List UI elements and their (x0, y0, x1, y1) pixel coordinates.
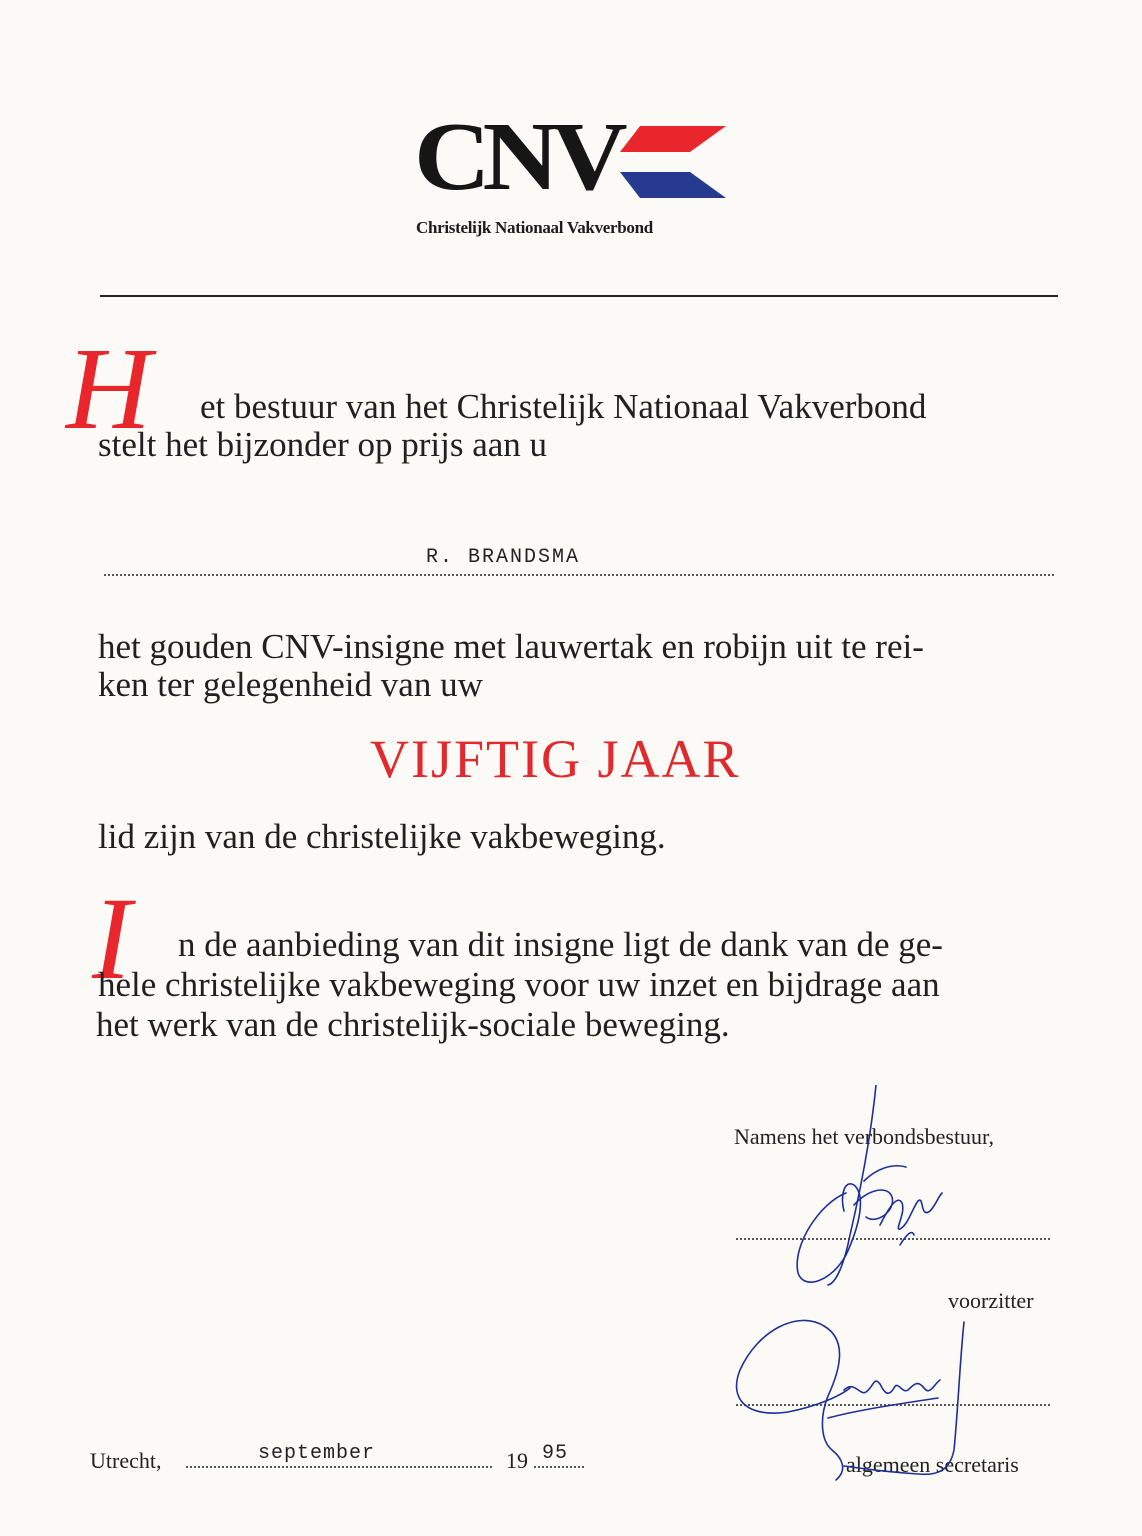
date-dotted-line (186, 1466, 492, 1468)
year-dotted-line (534, 1466, 584, 1468)
recipient-dotted-line (104, 574, 1054, 576)
initial-letter-i: I (92, 873, 132, 1004)
intro-line-2: stelt het bijzonder op prijs aan u (98, 425, 548, 464)
secretary-signature-stroke-5 (828, 1398, 938, 1418)
place-label: Utrecht, (90, 1448, 162, 1473)
secretary-title: algemeen secretaris (846, 1452, 1019, 1477)
thanks-line-2: hele christelijke vakbeweging voor uw inzet en bijdrage aan (98, 965, 940, 1004)
date-month: september (258, 1442, 376, 1465)
secretary-signature-stroke-4 (844, 1322, 964, 1474)
intro-line-1: et bestuur van het Christelijk Nationaal Vakverbond (200, 387, 927, 426)
highlight-fifty-years: VIJFTIG JAAR (370, 729, 741, 789)
logo-subtitle: Christelijk Nationaal Vakverbond (416, 218, 653, 237)
logo-wordmark: CNV (414, 102, 620, 211)
date-century: 19 (506, 1448, 528, 1473)
thanks-line-3: het werk van de christelijk-sociale beweging. (96, 1005, 730, 1044)
secretary-signature-stroke-2 (822, 1326, 842, 1480)
membership-line: lid zijn van de christelijke vakbeweging. (98, 817, 666, 856)
award-line-2: ken ter gelegenheid van uw (98, 665, 483, 704)
recipient-name: R. BRANDSMA (426, 546, 581, 569)
chair-title: voorzitter (948, 1288, 1034, 1313)
on-behalf-label: Namens het verbondsbestuur, (734, 1124, 995, 1149)
date-year: 95 (542, 1442, 569, 1465)
thanks-line-1: n de aanbieding van dit insigne ligt de dank van de ge- (178, 925, 943, 964)
header-divider (100, 295, 1058, 297)
initial-letter-h: H (66, 323, 152, 454)
secretary-signature-stroke-3 (844, 1380, 940, 1393)
logo-flag-chevron-icon (620, 126, 730, 198)
award-line-1: het gouden CNV-insigne met lauwertak en robijn uit te rei- (98, 627, 924, 666)
chair-signature-image (780, 1085, 960, 1295)
